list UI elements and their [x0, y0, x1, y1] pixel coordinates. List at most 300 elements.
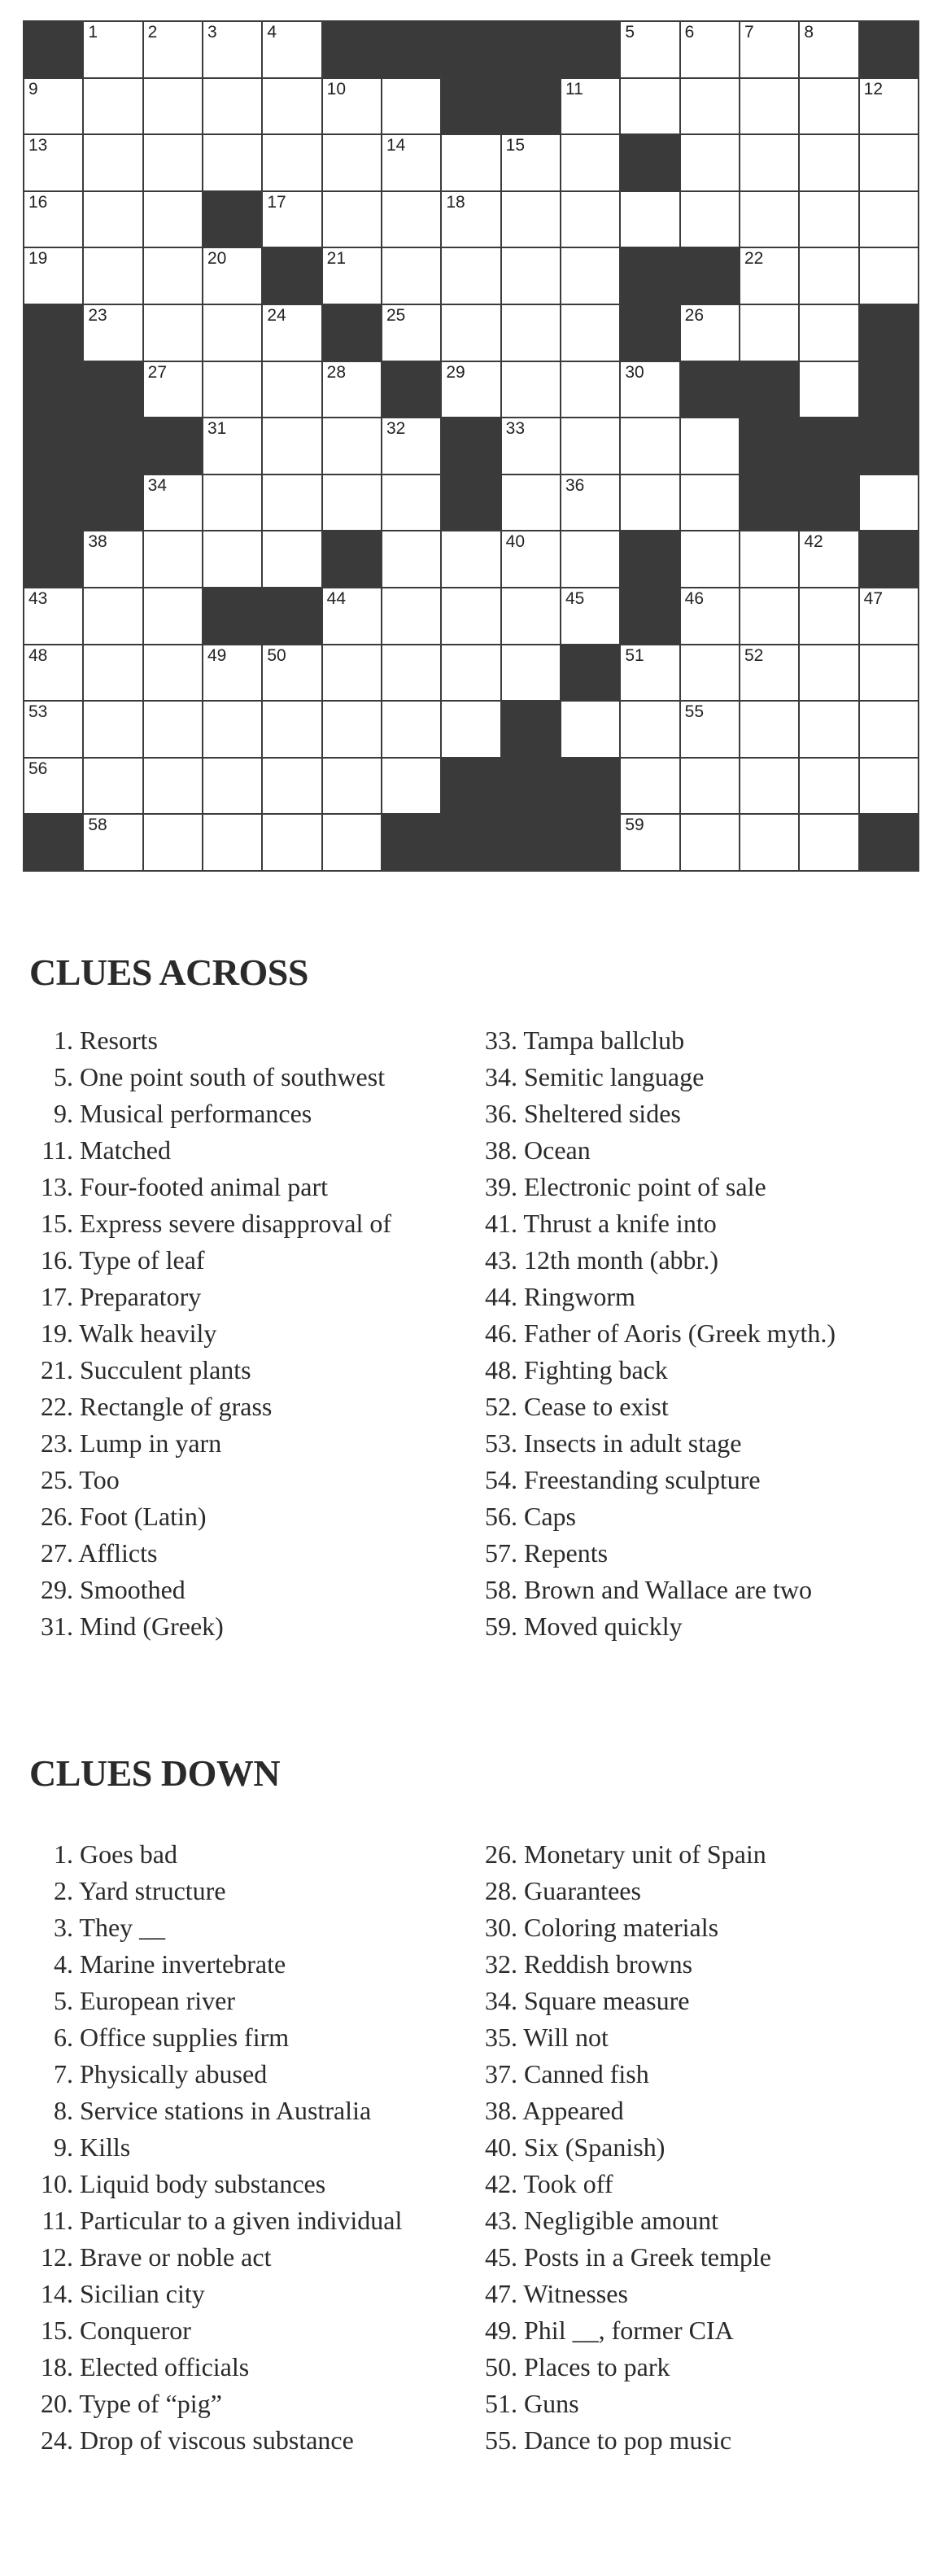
- grid-cell[interactable]: [203, 248, 261, 304]
- grid-cell[interactable]: [323, 815, 381, 870]
- grid-cell[interactable]: [144, 79, 202, 134]
- grid-cell[interactable]: [24, 645, 82, 701]
- grid-cell[interactable]: [203, 135, 261, 190]
- grid-cell[interactable]: [203, 305, 261, 361]
- grid-cell[interactable]: [800, 305, 858, 361]
- clue-item: [29, 1608, 485, 1645]
- black-square: [382, 22, 440, 77]
- grid-cell[interactable]: [144, 645, 202, 701]
- grid-cell[interactable]: [740, 79, 798, 134]
- clue-item-number: 30.: [485, 1913, 517, 1942]
- grid-cell[interactable]: [203, 702, 261, 757]
- clue-item: [29, 1946, 485, 1983]
- clue-item-text: Cease to exist: [524, 1392, 669, 1421]
- grid-cell[interactable]: [24, 79, 82, 134]
- clue-item-text: European river: [80, 1986, 236, 2015]
- clue-item-text: Caps: [524, 1502, 576, 1531]
- grid-cell[interactable]: [323, 759, 381, 814]
- grid-cell[interactable]: [84, 531, 142, 587]
- clue-number: 44: [326, 588, 347, 608]
- grid-cell[interactable]: [681, 759, 739, 814]
- clue-item-number: 1.: [54, 1839, 73, 1869]
- black-square: [382, 815, 440, 870]
- grid-cell[interactable]: [561, 79, 619, 134]
- clue-number: 40: [505, 532, 526, 552]
- grid-cell[interactable]: [144, 135, 202, 190]
- grid-cell[interactable]: [800, 135, 858, 190]
- clue-item-text: Express severe disapproval of: [80, 1209, 391, 1238]
- grid-cell[interactable]: [740, 815, 798, 870]
- grid-cell[interactable]: [502, 475, 560, 531]
- grid-cell[interactable]: [621, 702, 679, 757]
- clue-number: 52: [744, 645, 764, 665]
- black-square: [860, 305, 918, 361]
- grid-cell[interactable]: [621, 362, 679, 418]
- grid-cell[interactable]: [800, 362, 858, 418]
- clue-item: [29, 2202, 485, 2239]
- grid-cell[interactable]: [561, 135, 619, 190]
- grid-cell[interactable]: [740, 759, 798, 814]
- clue-item-number: 18.: [41, 2352, 73, 2381]
- grid-cell[interactable]: [561, 305, 619, 361]
- clue-item: [29, 2349, 485, 2386]
- grid-cell[interactable]: [24, 248, 82, 304]
- clue-number: 6: [684, 23, 695, 42]
- grid-cell[interactable]: [621, 22, 679, 77]
- grid-cell[interactable]: [561, 588, 619, 644]
- black-square: [24, 418, 82, 474]
- grid-cell[interactable]: [144, 702, 202, 757]
- clue-item: [29, 1315, 485, 1352]
- grid-cell[interactable]: [621, 759, 679, 814]
- grid-cell[interactable]: [800, 645, 858, 701]
- down-title: CLUES DOWN: [29, 1752, 281, 1794]
- clue-item-text: Resorts: [80, 1026, 158, 1055]
- grid-cell[interactable]: [681, 588, 739, 644]
- clue-item-text: Insects in adult stage: [524, 1428, 742, 1458]
- grid-cell[interactable]: [860, 79, 918, 134]
- clue-number: 7: [744, 23, 754, 42]
- grid-cell[interactable]: [740, 645, 798, 701]
- grid-cell[interactable]: [323, 248, 381, 304]
- grid-cell[interactable]: [860, 135, 918, 190]
- clue-item-number: 24.: [41, 2425, 73, 2455]
- grid-cell[interactable]: [681, 475, 739, 531]
- grid-cell[interactable]: [681, 135, 739, 190]
- grid-cell[interactable]: [24, 192, 82, 247]
- clue-number: 24: [267, 305, 286, 325]
- grid-cell[interactable]: [382, 531, 440, 587]
- clue-item-text: Monetary unit of Spain: [524, 1839, 766, 1869]
- black-square: [203, 588, 261, 644]
- grid-cell[interactable]: [263, 531, 321, 587]
- clue-item: [474, 1909, 929, 1946]
- clue-number: 28: [326, 362, 347, 382]
- grid-cell[interactable]: [502, 531, 560, 587]
- clue-item: [474, 1462, 929, 1498]
- grid-cell[interactable]: [442, 645, 500, 701]
- grid-cell[interactable]: [84, 79, 142, 134]
- grid-cell[interactable]: [323, 645, 381, 701]
- across-title: CLUES ACROSS: [29, 951, 308, 993]
- grid-cell[interactable]: [860, 192, 918, 247]
- clue-item-text: Tampa ballclub: [523, 1026, 685, 1055]
- clue-item: [474, 1132, 929, 1169]
- clue-item: [29, 1836, 485, 1873]
- clue-item-text: Appeared: [522, 2096, 624, 2125]
- clue-item: [474, 1608, 929, 1645]
- grid-cell[interactable]: [203, 79, 261, 134]
- grid-cell[interactable]: [323, 192, 381, 247]
- grid-cell[interactable]: [561, 362, 619, 418]
- clue-item: [474, 1352, 929, 1389]
- grid-cell[interactable]: [740, 192, 798, 247]
- clue-number: 55: [684, 702, 705, 722]
- clue-item: [474, 1315, 929, 1352]
- clue-item: [29, 1572, 485, 1608]
- grid-cell[interactable]: [84, 305, 142, 361]
- grid-cell[interactable]: [740, 305, 798, 361]
- black-square: [740, 418, 798, 474]
- clue-item-text: Succulent plants: [80, 1355, 251, 1384]
- black-square: [740, 362, 798, 418]
- clue-number: 46: [684, 588, 705, 608]
- grid-cell[interactable]: [561, 475, 619, 531]
- grid-cell[interactable]: [84, 192, 142, 247]
- grid-cell[interactable]: [621, 79, 679, 134]
- clue-number: 49: [207, 645, 227, 665]
- grid-cell[interactable]: [800, 531, 858, 587]
- grid-cell[interactable]: [263, 79, 321, 134]
- grid-cell[interactable]: [800, 79, 858, 134]
- black-square: [442, 22, 500, 77]
- clue-number: 56: [28, 759, 48, 778]
- grid-cell[interactable]: [442, 702, 500, 757]
- grid-cell[interactable]: [442, 362, 500, 418]
- clue-item: [474, 2202, 929, 2239]
- grid-cell[interactable]: [84, 135, 142, 190]
- grid-cell[interactable]: [860, 645, 918, 701]
- clue-item: [474, 2166, 929, 2202]
- black-square: [502, 702, 560, 757]
- grid-cell[interactable]: [681, 645, 739, 701]
- grid-cell[interactable]: [144, 815, 202, 870]
- grid-cell[interactable]: [263, 135, 321, 190]
- grid-cell[interactable]: [24, 135, 82, 190]
- grid-cell[interactable]: [442, 588, 500, 644]
- grid-cell[interactable]: [203, 475, 261, 531]
- grid-cell[interactable]: [621, 645, 679, 701]
- clue-item-number: 49.: [485, 2316, 517, 2345]
- grid-cell[interactable]: [203, 645, 261, 701]
- grid-cell[interactable]: [502, 418, 560, 474]
- black-square: [621, 531, 679, 587]
- clue-number: 36: [565, 475, 585, 495]
- black-square: [860, 362, 918, 418]
- black-square: [621, 248, 679, 304]
- clue-item: [29, 2386, 485, 2422]
- grid-cell[interactable]: [323, 702, 381, 757]
- grid-cell[interactable]: [144, 475, 202, 531]
- clue-item-text: Walk heavily: [79, 1319, 217, 1348]
- clue-item-text: Coloring materials: [524, 1913, 719, 1942]
- clue-item: [474, 1983, 929, 2019]
- grid-cell[interactable]: [561, 192, 619, 247]
- black-square: [800, 418, 858, 474]
- grid-cell[interactable]: [860, 759, 918, 814]
- grid-cell[interactable]: [144, 305, 202, 361]
- clue-item: [474, 2019, 929, 2056]
- clue-item-text: Father of Aoris (Greek myth.): [524, 1319, 836, 1348]
- clue-item-number: 21.: [41, 1355, 73, 1384]
- grid-cell[interactable]: [263, 475, 321, 531]
- clue-item-number: 41.: [485, 1209, 517, 1238]
- clue-item-text: Mind (Greek): [80, 1612, 224, 1641]
- clue-number: 8: [804, 23, 814, 42]
- grid-cell[interactable]: [621, 475, 679, 531]
- grid-cell[interactable]: [561, 702, 619, 757]
- clue-item-number: 47.: [485, 2279, 517, 2308]
- grid-cell[interactable]: [84, 645, 142, 701]
- grid-cell[interactable]: [263, 305, 321, 361]
- grid-cell[interactable]: [860, 248, 918, 304]
- clue-number: 2: [147, 23, 158, 42]
- grid-cell[interactable]: [84, 759, 142, 814]
- clue-item-number: 15.: [41, 1209, 73, 1238]
- grid-cell[interactable]: [323, 362, 381, 418]
- clue-item-text: Matched: [80, 1135, 171, 1165]
- clue-item: [474, 2129, 929, 2166]
- clue-number: 3: [207, 23, 217, 42]
- clue-item-number: 14.: [41, 2279, 73, 2308]
- grid-cell[interactable]: [382, 79, 440, 134]
- grid-cell[interactable]: [144, 531, 202, 587]
- grid-cell[interactable]: [502, 192, 560, 247]
- grid-cell[interactable]: [84, 588, 142, 644]
- grid-cell[interactable]: [681, 22, 739, 77]
- grid-cell[interactable]: [502, 135, 560, 190]
- grid-cell[interactable]: [860, 702, 918, 757]
- clue-item-text: Took off: [523, 2169, 613, 2198]
- clue-item-text: Rectangle of grass: [80, 1392, 273, 1421]
- grid-cell[interactable]: [323, 79, 381, 134]
- grid-cell[interactable]: [382, 135, 440, 190]
- grid-cell[interactable]: [800, 815, 858, 870]
- grid-cell[interactable]: [203, 815, 261, 870]
- grid-cell[interactable]: [263, 418, 321, 474]
- grid-cell[interactable]: [860, 588, 918, 644]
- grid-cell[interactable]: [144, 759, 202, 814]
- clue-number: 12: [863, 79, 884, 98]
- grid-cell[interactable]: [84, 248, 142, 304]
- grid-cell[interactable]: [681, 702, 739, 757]
- grid-cell[interactable]: [382, 702, 440, 757]
- grid-cell[interactable]: [561, 248, 619, 304]
- grid-cell[interactable]: [442, 135, 500, 190]
- grid-cell[interactable]: [263, 22, 321, 77]
- clue-item-number: 27.: [41, 1538, 73, 1568]
- clue-number: 13: [28, 136, 48, 155]
- clue-item-number: 48.: [485, 1355, 517, 1384]
- grid-cell[interactable]: [621, 418, 679, 474]
- grid-cell[interactable]: [502, 645, 560, 701]
- grid-cell[interactable]: [561, 531, 619, 587]
- grid-cell[interactable]: [323, 418, 381, 474]
- grid-cell[interactable]: [203, 418, 261, 474]
- clue-item-text: Fighting back: [524, 1355, 668, 1384]
- grid-cell[interactable]: [144, 362, 202, 418]
- black-square: [860, 22, 918, 77]
- black-square: [621, 305, 679, 361]
- clue-item-number: 11.: [41, 1135, 73, 1165]
- grid-cell[interactable]: [502, 305, 560, 361]
- grid-cell[interactable]: [800, 702, 858, 757]
- grid-cell[interactable]: [24, 702, 82, 757]
- grid-cell[interactable]: [203, 362, 261, 418]
- clue-item: [29, 2276, 485, 2312]
- grid-cell[interactable]: [740, 248, 798, 304]
- clue-item: [29, 2312, 485, 2349]
- grid-cell[interactable]: [203, 531, 261, 587]
- grid-cell[interactable]: [681, 418, 739, 474]
- clue-item-text: Elected officials: [80, 2352, 250, 2381]
- grid-cell[interactable]: [382, 192, 440, 247]
- clue-item-text: Places to park: [524, 2352, 670, 2381]
- grid-cell[interactable]: [442, 248, 500, 304]
- grid-cell[interactable]: [442, 531, 500, 587]
- clue-item: [29, 1132, 485, 1169]
- clue-item-text: Guns: [524, 2389, 579, 2418]
- clue-number: 42: [804, 532, 823, 552]
- clue-item-number: 36.: [485, 1099, 517, 1128]
- grid-cell[interactable]: [24, 588, 82, 644]
- grid-cell[interactable]: [382, 645, 440, 701]
- grid-cell[interactable]: [860, 475, 918, 531]
- clue-item-number: 37.: [485, 2059, 517, 2088]
- grid-cell[interactable]: [502, 362, 560, 418]
- grid-cell[interactable]: [740, 702, 798, 757]
- crossword-grid: [23, 20, 919, 872]
- clue-item-text: Too: [79, 1465, 120, 1494]
- grid-cell[interactable]: [263, 362, 321, 418]
- clue-item: [474, 1096, 929, 1132]
- grid-cell[interactable]: [681, 192, 739, 247]
- grid-cell[interactable]: [263, 645, 321, 701]
- grid-cell[interactable]: [681, 305, 739, 361]
- clue-item-number: 55.: [485, 2425, 517, 2455]
- clue-number: 48: [28, 645, 48, 665]
- grid-cell[interactable]: [382, 475, 440, 531]
- grid-cell[interactable]: [681, 79, 739, 134]
- clue-item-text: They __: [79, 1913, 166, 1942]
- grid-cell[interactable]: [740, 531, 798, 587]
- grid-cell[interactable]: [740, 22, 798, 77]
- grid-cell[interactable]: [84, 22, 142, 77]
- grid-cell[interactable]: [800, 22, 858, 77]
- grid-cell[interactable]: [323, 475, 381, 531]
- black-square: [681, 248, 739, 304]
- grid-cell[interactable]: [203, 759, 261, 814]
- grid-cell[interactable]: [502, 588, 560, 644]
- clue-item-number: 7.: [54, 2059, 73, 2088]
- grid-cell[interactable]: [84, 815, 142, 870]
- clue-item: [474, 2239, 929, 2276]
- clue-item: [474, 1059, 929, 1096]
- grid-cell[interactable]: [621, 192, 679, 247]
- grid-cell[interactable]: [84, 702, 142, 757]
- grid-cell[interactable]: [144, 248, 202, 304]
- clue-item-text: 12th month (abbr.): [524, 1245, 719, 1275]
- clue-item-number: 20.: [41, 2389, 73, 2418]
- clue-item: [474, 1572, 929, 1608]
- grid-cell[interactable]: [382, 305, 440, 361]
- grid-cell[interactable]: [323, 135, 381, 190]
- clue-item-number: 50.: [485, 2352, 517, 2381]
- grid-cell[interactable]: [621, 815, 679, 870]
- grid-cell[interactable]: [263, 815, 321, 870]
- clue-item: [474, 1242, 929, 1279]
- clue-item-text: Six (Spanish): [524, 2132, 666, 2162]
- black-square: [323, 531, 381, 587]
- grid-cell[interactable]: [263, 759, 321, 814]
- clue-item-text: Type of “pig”: [79, 2389, 222, 2418]
- grid-cell[interactable]: [740, 135, 798, 190]
- grid-cell[interactable]: [24, 759, 82, 814]
- clue-item: [29, 1909, 485, 1946]
- grid-cell[interactable]: [382, 418, 440, 474]
- grid-cell[interactable]: [561, 418, 619, 474]
- grid-cell[interactable]: [800, 588, 858, 644]
- clue-number: 14: [386, 136, 406, 155]
- grid-cell[interactable]: [382, 248, 440, 304]
- grid-cell[interactable]: [442, 305, 500, 361]
- clue-item-number: 31.: [41, 1612, 73, 1641]
- grid-cell[interactable]: [263, 192, 321, 247]
- clue-item-number: 52.: [485, 1392, 517, 1421]
- clue-number: 1: [88, 23, 98, 42]
- clue-number: 4: [267, 23, 277, 42]
- clue-item-number: 44.: [485, 1282, 517, 1311]
- grid-cell[interactable]: [800, 192, 858, 247]
- grid-cell[interactable]: [681, 815, 739, 870]
- clue-item-text: Marine invertebrate: [80, 1949, 286, 1979]
- black-square: [84, 475, 142, 531]
- grid-cell[interactable]: [800, 248, 858, 304]
- grid-cell[interactable]: [144, 588, 202, 644]
- grid-cell[interactable]: [263, 702, 321, 757]
- grid-cell[interactable]: [382, 588, 440, 644]
- grid-cell[interactable]: [800, 759, 858, 814]
- grid-cell[interactable]: [442, 192, 500, 247]
- clue-item-text: Particular to a given individual: [80, 2206, 403, 2235]
- grid-cell[interactable]: [203, 22, 261, 77]
- clue-item: [29, 1279, 485, 1315]
- grid-cell[interactable]: [323, 588, 381, 644]
- grid-cell[interactable]: [144, 192, 202, 247]
- clue-item-text: Phil __, former CIA: [524, 2316, 734, 2345]
- grid-cell[interactable]: [144, 22, 202, 77]
- clue-item-text: Thrust a knife into: [523, 1209, 717, 1238]
- grid-cell[interactable]: [740, 588, 798, 644]
- clue-item: [474, 1022, 929, 1059]
- clue-item-number: 34.: [485, 1062, 517, 1091]
- grid-cell[interactable]: [382, 759, 440, 814]
- clue-number: 18: [446, 192, 465, 212]
- grid-cell[interactable]: [681, 531, 739, 587]
- clue-item-text: Moved quickly: [524, 1612, 683, 1641]
- grid-cell[interactable]: [502, 248, 560, 304]
- clue-item-text: Smoothed: [80, 1575, 185, 1604]
